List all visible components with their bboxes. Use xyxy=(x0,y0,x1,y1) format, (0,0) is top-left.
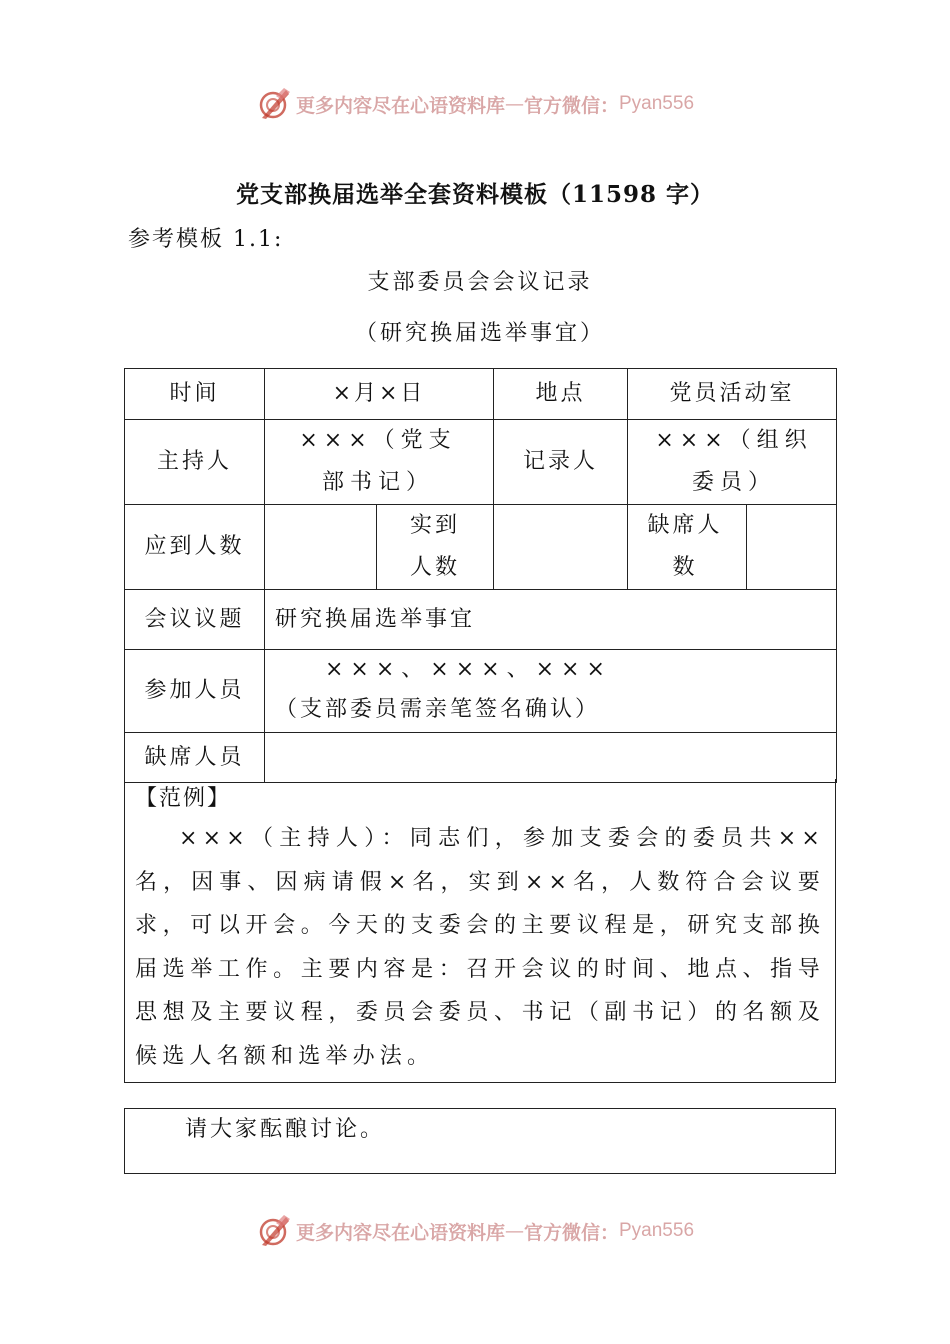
banner-wechat-id: Pyan556 xyxy=(619,1220,695,1241)
table-row xyxy=(125,590,837,650)
banner-text-main: 更多内容尽在心语资料库 xyxy=(295,94,505,117)
closing-box xyxy=(124,1108,836,1174)
table-row xyxy=(125,505,837,590)
host-value: ×××（党支部书记） xyxy=(265,420,494,505)
place-label: 地点 xyxy=(494,369,628,420)
expected-count-label: 应到人数 xyxy=(125,505,265,590)
quill-logo-icon xyxy=(256,86,292,122)
attendees-label: 参加人员 xyxy=(125,650,265,733)
table-row xyxy=(125,733,837,783)
absent-count-value xyxy=(747,505,837,590)
actual-count-value xyxy=(494,505,628,590)
topic-value: 研究换届选举事宜 xyxy=(265,590,837,650)
banner-wechat-label: 官方微信： xyxy=(523,1221,619,1244)
banner-wechat-label: 官方微信： xyxy=(523,94,619,117)
record-subtitle: （研究换届选举事宜） xyxy=(354,321,605,346)
banner-dash: — xyxy=(504,1220,524,1242)
attendees-value: ×××、×××、××× xyxy=(325,657,612,682)
document-title: 党支部换届选举全套资料模板（11598 字） xyxy=(235,181,715,208)
closing-text: 请大家酝酿讨论。 xyxy=(185,1117,386,1142)
reference-label: 参考模板 1.1: xyxy=(128,227,284,252)
attendees-note: （支部委员需亲笔签名确认） xyxy=(275,697,601,722)
banner-wechat-id: Pyan556 xyxy=(619,93,695,114)
absentees-value xyxy=(265,733,837,783)
host-label: 主持人 xyxy=(125,420,265,505)
time-label: 时间 xyxy=(125,369,265,420)
meeting-record-table xyxy=(124,368,837,783)
topic-label: 会议议题 xyxy=(125,590,265,650)
footer-watermark-banner xyxy=(0,1211,950,1251)
expected-count-value xyxy=(265,505,377,590)
example-section xyxy=(124,779,836,1083)
place-value: 党员活动室 xyxy=(628,369,837,420)
record-title: 支部委员会会议记录 xyxy=(367,270,593,295)
table-row xyxy=(125,420,837,505)
quill-logo-icon xyxy=(256,1213,292,1249)
attendees-cell xyxy=(265,650,837,733)
time-value: ×月×日 xyxy=(265,369,494,420)
absent-count-label: 缺席人数 xyxy=(628,505,747,590)
recorder-label: 记录人 xyxy=(494,420,628,505)
example-heading: 【范例】 xyxy=(135,786,232,811)
recorder-value: ×××（组织委员） xyxy=(628,420,837,505)
banner-text-main: 更多内容尽在心语资料库 xyxy=(295,1221,505,1244)
table-row xyxy=(125,369,837,420)
header-watermark-banner xyxy=(0,84,950,124)
banner-dash: — xyxy=(504,93,524,115)
example-paragraph: ×××（主持人）：同志们，参加支委会的委员共××名，因事、因病请假×名，实到××名，人数符合会议要求，可以开会。今天的支委会的主要议程是，研究支部换届选举工作。主要内容是：召开会议的时间、地点、指导思想及主要议程，委员会委员、书记（副书记）的名额及候选人名额和选举办法。 xyxy=(135,826,825,1069)
table-row xyxy=(125,650,837,733)
actual-count-label: 实到人数 xyxy=(377,505,494,590)
absentees-label: 缺席人员 xyxy=(125,733,265,783)
